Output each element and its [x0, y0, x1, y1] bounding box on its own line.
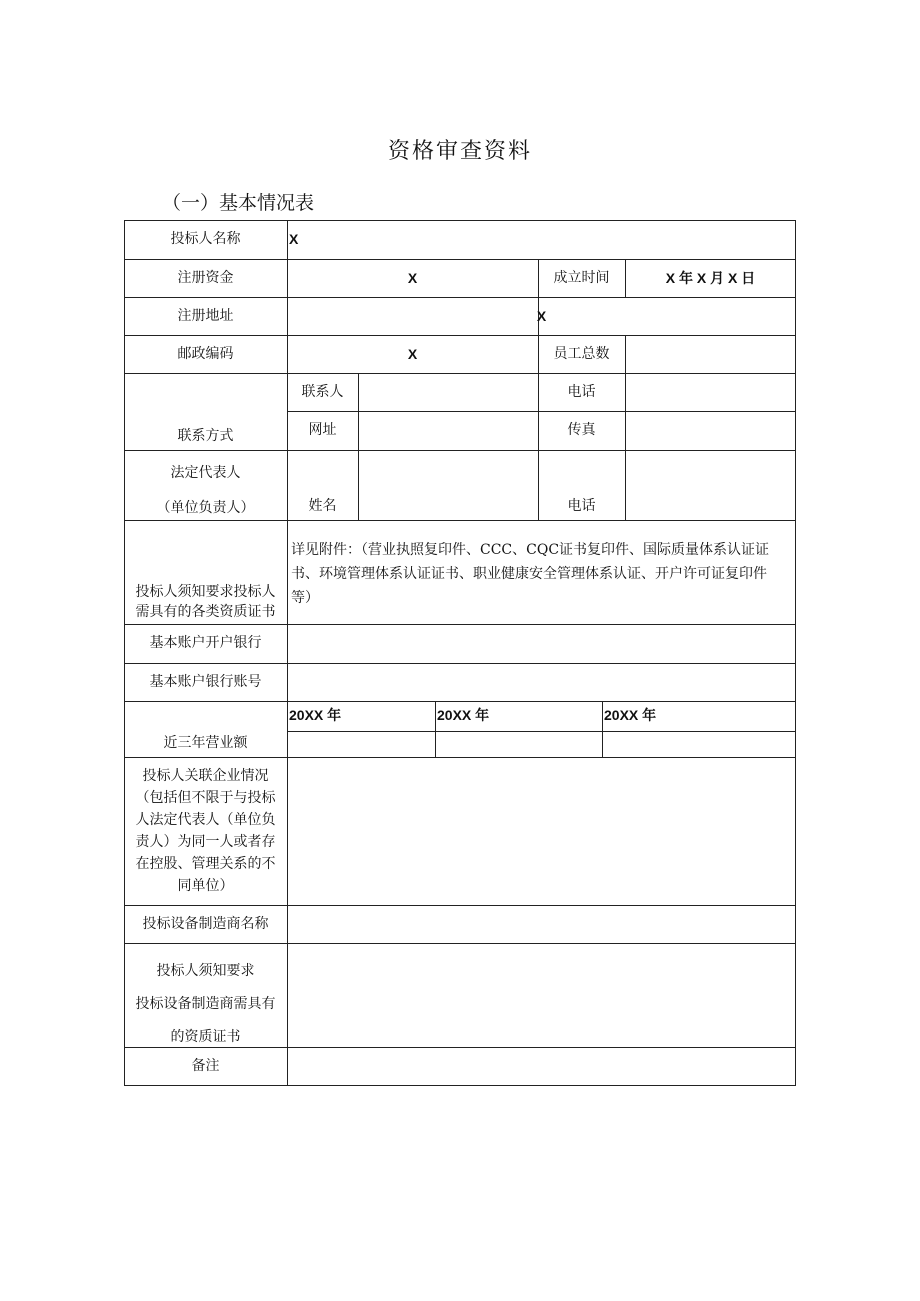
- certs-label-line: 需具有的各类资质证书: [135, 604, 276, 620]
- affiliates-label-line: 投标人关联企业情况: [142, 768, 269, 784]
- affiliates-label-line: 同单位）: [177, 878, 234, 894]
- legal-rep-phone-label: 电话: [567, 497, 596, 514]
- certs-value: 详见附件：（营业执照复印件、CCC、CQC证书复印件、国际质量体系认证证书、环境管理体系认证证书、职业健康安全管理体系认证、开户许可证复印件等）: [291, 542, 770, 606]
- basic-info-table: [124, 220, 796, 1086]
- manufacturer-label: 投标设备制造商名称: [142, 915, 269, 932]
- revenue-year-3: 20XX 年: [604, 707, 657, 723]
- bidder-name-label: 投标人名称: [170, 231, 241, 248]
- founded-value: X 年 X 月 X 日: [665, 269, 756, 286]
- mfr-certs-label-line: 的资质证书: [170, 1029, 241, 1045]
- bank-label: 基本账户开户银行: [149, 635, 262, 652]
- reg-address-value: X: [536, 307, 547, 324]
- affiliates-label: [124, 757, 287, 905]
- staff-count-value: [625, 335, 796, 373]
- bidder-name-value: X: [289, 231, 299, 248]
- legal-rep-label: [124, 450, 287, 520]
- reg-capital-value: X: [407, 269, 418, 286]
- revenue-year-2: 20XX 年: [437, 707, 490, 723]
- affiliates-label-line: （包括但不限于与投标: [135, 790, 276, 806]
- revenue-label: 近三年营业额: [163, 734, 248, 751]
- website-label: 网址: [308, 422, 337, 439]
- legal-rep-label-line: 法定代表人: [170, 465, 241, 481]
- postcode-value: X: [407, 345, 418, 362]
- mfr-certs-label: [124, 943, 287, 1047]
- affiliates-label-line: 在控股、管理关系的不: [135, 856, 276, 872]
- certs-label: [124, 520, 287, 624]
- mfr-certs-label-line: 投标设备制造商需具有: [135, 996, 276, 1012]
- contact-phone-label: 电话: [567, 383, 596, 400]
- legal-rep-label-line: （单位负责人）: [156, 500, 255, 516]
- row-divider: [287, 731, 796, 732]
- reg-capital-label: 注册资金: [177, 269, 234, 286]
- founded-label: 成立时间: [553, 269, 610, 286]
- affiliates-label-line: 责人）为同一人或者存: [135, 834, 276, 850]
- staff-count-label: 员工总数: [553, 345, 610, 362]
- mfr-certs-label-line: 投标人须知要求: [156, 963, 255, 979]
- remarks-label: 备注: [191, 1057, 220, 1074]
- column-divider: [358, 373, 359, 520]
- contact-label: 联系方式: [177, 427, 234, 444]
- revenue-year-1: 20XX 年: [289, 707, 342, 723]
- legal-rep-name-label: 姓名: [308, 497, 337, 514]
- contact-person-label: 联系人: [301, 383, 344, 400]
- reg-address-label: 注册地址: [177, 307, 234, 324]
- fax-label: 传真: [567, 422, 596, 439]
- page-title: 资格审查资料: [387, 139, 532, 164]
- bank-account-label: 基本账户银行账号: [149, 673, 262, 690]
- affiliates-label-line: 人法定代表人（单位负: [135, 812, 276, 828]
- certs-label-line: 投标人须知要求投标人: [135, 584, 276, 600]
- section-title: （一）基本情况表: [162, 192, 315, 214]
- table-border-bottom: [124, 1085, 796, 1086]
- postcode-label: 邮政编码: [177, 345, 234, 362]
